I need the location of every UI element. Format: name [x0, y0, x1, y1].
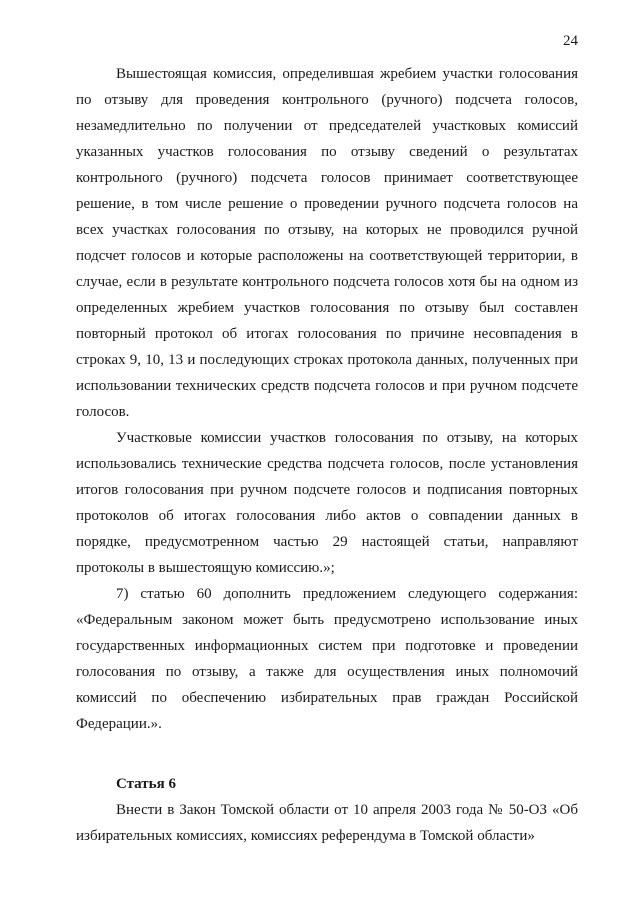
- document-body: [76, 61, 578, 849]
- paragraph-precinct-commissions: Участковые комиссии участков голосования по отзыву, на которых использовались технические средства подсчета голосов, после установления итогов голосования при ручном подсчете голосов и подписания повторных протоколов об итогах голосования либо актов о совпадении данных в порядке, предусмотренном частью 29 настоящей статьи, направляют протоколы в вышестоящую комиссию.»;: [76, 430, 578, 576]
- paragraph-recount-decision: Вышестоящая комиссия, определившая жребием участки голосования по отзыву для проведения контрольного (ручного) подсчета голосов, незамедлительно по получении от председателей участковых комиссий указанных участков голосования по отзыву сведений о результатах контрольного (ручного) подсчета голосов принимает соответствующее решение, в том числе решение о проведении ручного подсчета голосов на всех участках голосования по отзыву, на которых не проводился ручной подсчет голосов и которые расположены на соответствующей территории, в случае, если в результате контрольного подсчета голосов хотя бы на одном из определенных жребием участков голосования по отзыву был составлен повторный протокол об итогах голосования по причине несовпадения в строках 9, 10, 13 и последующих строках протокола данных, полученных при использовании технических средств подсчета голосов и при ручном подсчете голосов.: [76, 66, 578, 420]
- section-heading: Статья 6: [116, 776, 176, 792]
- page-number: 24: [563, 33, 578, 49]
- paragraph-article-60-amendment: 7) статью 60 дополнить предложением следующего содержания: «Федеральным законом может быть предусмотрено использование иных государственных информационных систем при подготовке и проведении голосования по отзыву, а также для осуществления иных полномочий комиссий по обеспечению избирательных прав граждан Российской Федерации.».: [76, 586, 578, 732]
- section-paragraph: Внести в Закон Томской области от 10 апреля 2003 года № 50-ОЗ «Об избирательных комиссиях, комиссиях референдума в Томской области»: [76, 802, 578, 844]
